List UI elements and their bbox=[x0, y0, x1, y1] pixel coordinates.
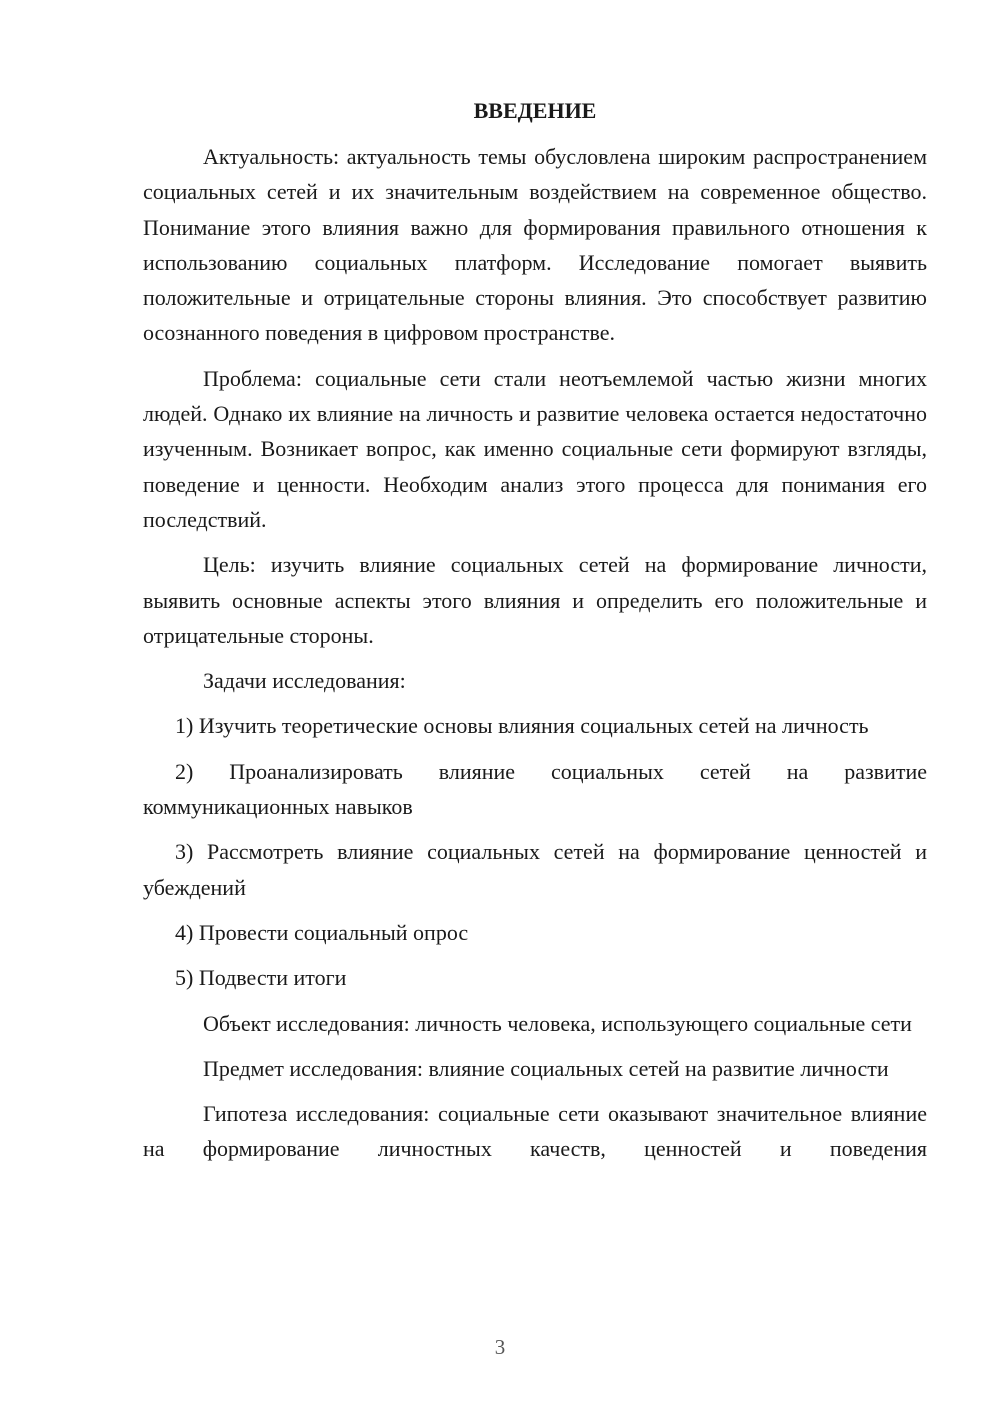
task-item-3: 3) Рассмотреть влияние социальных сетей на формирование ценностей и убеждений bbox=[143, 839, 927, 900]
page-number: 3 bbox=[494, 1335, 506, 1359]
paragraph-subject: Предмет исследования: влияние социальных сетей на развитие личности bbox=[203, 1055, 889, 1081]
section-title: ВВЕДЕНИЕ bbox=[473, 98, 597, 123]
task-item-1: 1) Изучить теоретические основы влияния социальных сетей на личность bbox=[175, 713, 869, 739]
paragraph-relevance: Актуальность: актуальность темы обусловлена широким распространением социальных сетей и их значительным воздействием на современное общество. Понимание этого влияния важно для формирования правильного отношения к использованию социальных платформ. Исследование помогает выявить положительные и отрицательные стороны влияния. Это способствует развитию осознанного поведения в цифровом пространстве. bbox=[143, 144, 927, 346]
paragraph-goal: Цель: изучить влияние социальных сетей на формирование личности, выявить основные аспекты этого влияния и определить его положительные и отрицательные стороны. bbox=[143, 552, 927, 648]
page-content bbox=[143, 93, 927, 1177]
paragraph-tasks-heading: Задачи исследования: bbox=[203, 668, 406, 694]
paragraph-problem: Проблема: социальные сети стали неотъемлемой частью жизни многих людей. Однако их влияние на личность и развитие человека остается недостаточно изученным. Возникает вопрос, как именно социальные сети формируют взгляды, поведение и ценности. Необходим анализ этого процесса для понимания его последствий. bbox=[143, 365, 927, 532]
paragraph-hypothesis: Гипотеза исследования: социальные сети оказывают значительное влияние на формирование личностных качеств, ценностей и поведения bbox=[143, 1101, 927, 1162]
task-item-2: 2) Проанализировать влияние социальных сетей на развитие коммуникационных навыков bbox=[143, 758, 927, 820]
task-item-5: 5) Подвести итоги bbox=[175, 965, 347, 991]
task-item-4: 4) Провести социальный опрос bbox=[175, 919, 469, 945]
paragraph-object: Объект исследования: личность человека, использующего социальные сети bbox=[203, 1010, 912, 1036]
